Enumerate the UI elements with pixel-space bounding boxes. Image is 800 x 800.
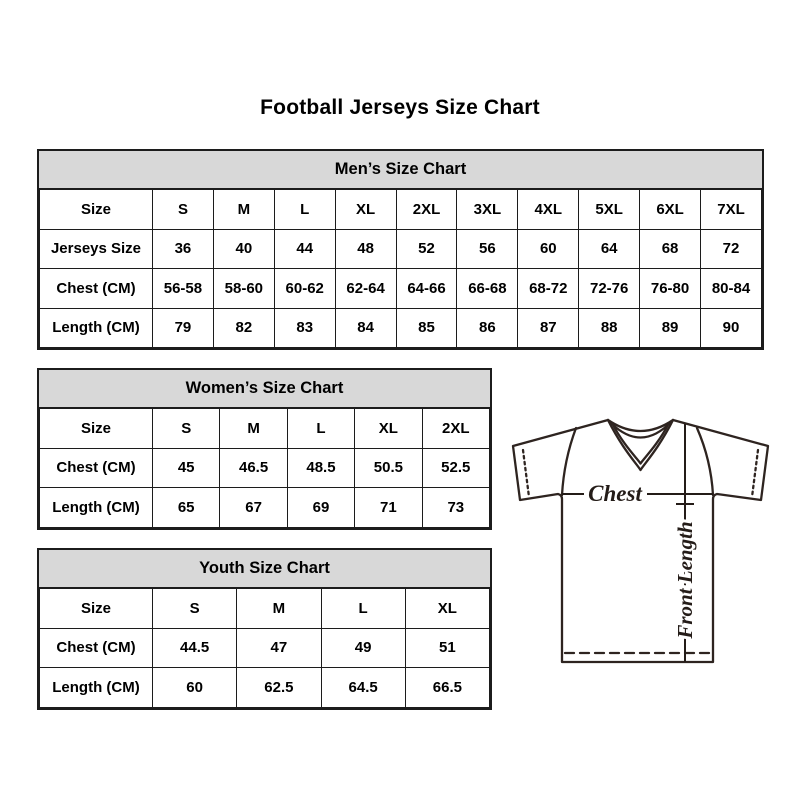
value-cell: 60-62 [274, 269, 335, 309]
jersey-body-outline [513, 420, 768, 662]
value-cell: 73 [422, 488, 489, 528]
value-cell: 88 [579, 308, 640, 348]
value-cell: 4XL [518, 190, 579, 230]
value-cell: S [153, 190, 214, 230]
value-cell: 48 [335, 229, 396, 269]
table-row [40, 409, 490, 449]
value-cell: 82 [213, 308, 274, 348]
row-label-cell: Size [40, 589, 153, 629]
jersey-armhole-right [697, 428, 713, 495]
value-cell: 66.5 [405, 668, 489, 708]
row-label-cell: Jerseys Size [40, 229, 153, 269]
mens-size-chart-title: Men’s Size Chart [39, 151, 762, 189]
value-cell: 72-76 [579, 269, 640, 309]
front-length-label: Front Length [673, 521, 697, 639]
value-cell: 40 [213, 229, 274, 269]
value-cell: S [153, 409, 220, 449]
value-cell: 69 [287, 488, 354, 528]
jersey-illustration [500, 400, 780, 672]
value-cell: 76-80 [640, 269, 701, 309]
table-row [40, 448, 490, 488]
value-cell: 72 [701, 229, 762, 269]
value-cell: 71 [355, 488, 422, 528]
value-cell: 85 [396, 308, 457, 348]
value-cell: 50.5 [355, 448, 422, 488]
value-cell: 58-60 [213, 269, 274, 309]
womens-size-chart-title: Women’s Size Chart [39, 370, 490, 408]
value-cell: 62.5 [237, 668, 321, 708]
value-cell: 45 [153, 448, 220, 488]
youth-size-table [39, 588, 490, 708]
mens-size-chart [37, 149, 764, 350]
value-cell: XL [405, 589, 489, 629]
value-cell: XL [335, 190, 396, 230]
value-cell: 51 [405, 628, 489, 668]
value-cell: 46.5 [220, 448, 287, 488]
value-cell: 67 [220, 488, 287, 528]
table-row [40, 269, 762, 309]
value-cell: L [287, 409, 354, 449]
value-cell: 89 [640, 308, 701, 348]
value-cell: 56 [457, 229, 518, 269]
value-cell: 5XL [579, 190, 640, 230]
value-cell: 68-72 [518, 269, 579, 309]
mens-size-table [39, 189, 762, 348]
value-cell: 36 [153, 229, 214, 269]
value-cell: 47 [237, 628, 321, 668]
value-cell: 64-66 [396, 269, 457, 309]
row-label-cell: Chest (CM) [40, 628, 153, 668]
value-cell: M [237, 589, 321, 629]
value-cell: 62-64 [335, 269, 396, 309]
youth-size-chart-title: Youth Size Chart [39, 550, 490, 588]
value-cell: 48.5 [287, 448, 354, 488]
value-cell: 7XL [701, 190, 762, 230]
value-cell: 52 [396, 229, 457, 269]
value-cell: 65 [153, 488, 220, 528]
value-cell: 2XL [396, 190, 457, 230]
value-cell: S [153, 589, 237, 629]
value-cell: 44 [274, 229, 335, 269]
value-cell: 79 [153, 308, 214, 348]
value-cell: L [274, 190, 335, 230]
value-cell: 56-58 [153, 269, 214, 309]
value-cell: 86 [457, 308, 518, 348]
value-cell: 66-68 [457, 269, 518, 309]
value-cell: 64 [579, 229, 640, 269]
value-cell: 64.5 [321, 668, 405, 708]
row-label-cell: Length (CM) [40, 668, 153, 708]
value-cell: 80-84 [701, 269, 762, 309]
table-row [40, 628, 490, 668]
womens-size-table [39, 408, 490, 528]
row-label-cell: Length (CM) [40, 488, 153, 528]
table-row [40, 190, 762, 230]
value-cell: 6XL [640, 190, 701, 230]
value-cell: M [213, 190, 274, 230]
value-cell: 60 [518, 229, 579, 269]
value-cell: 60 [153, 668, 237, 708]
value-cell: 49 [321, 628, 405, 668]
jersey-cuff-stitch-left-icon [523, 450, 529, 497]
row-label-cell: Size [40, 190, 153, 230]
row-label-cell: Chest (CM) [40, 269, 153, 309]
table-row [40, 668, 490, 708]
row-label-cell: Chest (CM) [40, 448, 153, 488]
value-cell: XL [355, 409, 422, 449]
value-cell: 90 [701, 308, 762, 348]
womens-size-chart [37, 368, 492, 530]
row-label-cell: Size [40, 409, 153, 449]
value-cell: 3XL [457, 190, 518, 230]
row-label-cell: Length (CM) [40, 308, 153, 348]
youth-size-chart [37, 548, 492, 710]
value-cell: L [321, 589, 405, 629]
jersey-measurement-diagram [500, 400, 780, 672]
value-cell: 52.5 [422, 448, 489, 488]
jersey-armhole-left [562, 428, 576, 495]
table-row [40, 229, 762, 269]
value-cell: 83 [274, 308, 335, 348]
value-cell: M [220, 409, 287, 449]
table-row [40, 589, 490, 629]
value-cell: 2XL [422, 409, 489, 449]
page-title: Football Jerseys Size Chart [260, 96, 540, 119]
value-cell: 84 [335, 308, 396, 348]
jersey-cuff-stitch-right-icon [752, 450, 758, 497]
table-row [40, 308, 762, 348]
value-cell: 44.5 [153, 628, 237, 668]
value-cell: 68 [640, 229, 701, 269]
table-row [40, 488, 490, 528]
value-cell: 87 [518, 308, 579, 348]
chest-label: Chest [588, 481, 642, 506]
